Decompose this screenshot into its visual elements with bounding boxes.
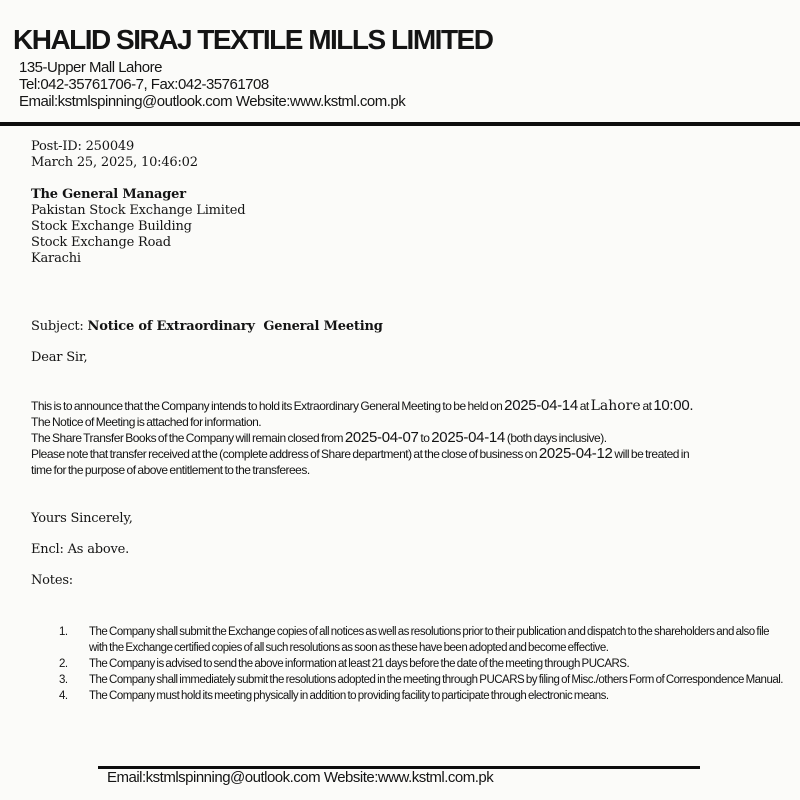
- recipient-line: Stock Exchange Building: [31, 219, 192, 234]
- body-line-2: The Notice of Meeting is attached for information.: [31, 415, 262, 429]
- note-number: 2.: [59, 658, 68, 670]
- note-number: 1.: [59, 626, 68, 638]
- subject-label: Subject:: [31, 319, 88, 334]
- subject-text: Notice of Extraordinary General Meeting: [87, 319, 383, 334]
- body-line-1: This is to announce that the Company intends to hold its Extraordinary General Meeting to be held on 2025-04-14 at Lahore at 10:00.: [31, 397, 694, 414]
- company-email-website: Email:kstmlspinning@outlook.com Website:www.kstml.com.pk: [19, 93, 406, 110]
- note-text: The Company is advised to send the above information at least 21 days before the date of the meeting through PUCARS.: [89, 658, 630, 670]
- note-text: The Company shall immediately submit the resolutions adopted in the meeting through PUCARS by filing of Misc./others Form of Correspondence Manual.: [89, 674, 783, 686]
- letter-datetime: March 25, 2025, 10:46:02: [31, 155, 198, 170]
- header-divider: [0, 122, 800, 126]
- company-address: 135-Upper Mall Lahore: [19, 59, 162, 76]
- body-line-4: Please note that transfer received at the (complete address of Share department) at the close of business on 2025-04-12 will be treated in: [31, 445, 690, 462]
- recipient-line: Pakistan Stock Exchange Limited: [31, 203, 246, 218]
- post-meta: [31, 139, 198, 171]
- book-closure-from-date: 2025-04-07: [344, 429, 419, 446]
- transfer-deadline-date: 2025-04-12: [538, 445, 613, 462]
- recipient-title: The General Manager: [31, 187, 186, 202]
- recipient-block: [31, 187, 245, 267]
- list-item: [31, 656, 791, 672]
- notes-list: [31, 624, 791, 704]
- meeting-city: Lahore: [590, 398, 641, 414]
- post-id: Post-ID: 250049: [31, 139, 135, 154]
- note-number: 4.: [59, 690, 68, 702]
- body-line-5: time for the purpose of above entitlement to the transferees.: [31, 463, 310, 477]
- notes-label: Notes:: [31, 573, 73, 588]
- recipient-line: Karachi: [31, 251, 81, 266]
- list-item: [31, 624, 791, 656]
- meeting-date: 2025-04-14: [504, 397, 578, 414]
- footer-contact: Email:kstmlspinning@outlook.com Website:www.kstml.com.pk: [107, 769, 494, 786]
- note-text: The Company shall submit the Exchange copies of all notices as well as resolutions prior to their publication and dispatch to the shareholders and also file with the Exchange certified copies of all such resolutions as soon as these have been adopted and become effective.: [89, 626, 771, 654]
- body-line-3: The Share Transfer Books of the Company will remain closed from 2025-04-07 to 2025-04-14 (both days inclusive).: [31, 429, 607, 446]
- meeting-time: 10:00: [653, 397, 690, 414]
- body-paragraph: [31, 398, 693, 478]
- enclosure-note: Encl: As above.: [31, 542, 130, 557]
- company-phone-fax: Tel:042-35761706-7, Fax:042-35761708: [19, 76, 269, 93]
- list-item: [31, 672, 791, 688]
- subject-line: [31, 319, 383, 335]
- list-item: [31, 688, 791, 704]
- book-closure-to-date: 2025-04-14: [431, 429, 505, 446]
- company-name: KHALID SIRAJ TEXTILE MILLS LIMITED: [13, 24, 493, 55]
- note-number: 3.: [59, 674, 68, 686]
- recipient-line: Stock Exchange Road: [31, 235, 171, 250]
- closing-sincerely: Yours Sincerely,: [31, 511, 133, 526]
- salutation: Dear Sir,: [31, 350, 88, 365]
- note-text: The Company must hold its meeting physically in addition to providing facility to participate through electronic means.: [89, 690, 609, 702]
